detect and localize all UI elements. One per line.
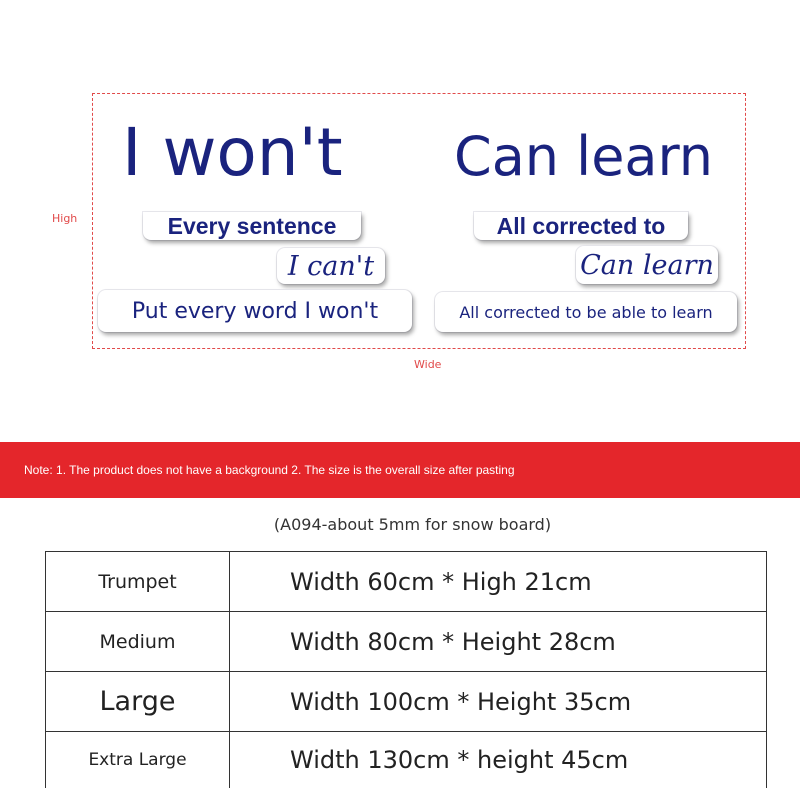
size-name: Extra Large <box>46 732 230 788</box>
table-row <box>46 612 767 672</box>
size-dimensions: Width 130cm * height 45cm <box>230 732 767 788</box>
table-row <box>46 672 767 732</box>
width-dimension-label: Wide <box>414 358 442 371</box>
size-name: Large <box>46 672 230 732</box>
height-dimension-label: High <box>52 212 78 225</box>
sticker-i-cant: I can't <box>277 248 385 284</box>
note-banner: Note: 1. The product does not have a background 2. The size is the overall size after pasting <box>0 442 800 498</box>
size-dimensions: Width 100cm * Height 35cm <box>230 672 767 732</box>
size-dimensions: Width 60cm * High 21cm <box>230 552 767 612</box>
headline-can-learn: Can learn <box>454 125 713 188</box>
model-caption: (A094-about 5mm for snow board) <box>273 515 552 534</box>
sticker-all-corrected-to: All corrected to <box>474 212 688 240</box>
size-table <box>45 551 767 788</box>
sticker-all-corrected-able: All corrected to be able to learn <box>435 292 737 332</box>
headline-i-wont: I won't <box>122 114 343 191</box>
sticker-put-every-word: Put every word I won't <box>98 290 412 332</box>
size-name: Trumpet <box>46 552 230 612</box>
size-name: Medium <box>46 612 230 672</box>
table-row <box>46 732 767 788</box>
sticker-can-learn-script: Can learn <box>576 246 718 284</box>
sticker-every-sentence: Every sentence <box>143 212 361 240</box>
size-dimensions: Width 80cm * Height 28cm <box>230 612 767 672</box>
table-row <box>46 552 767 612</box>
